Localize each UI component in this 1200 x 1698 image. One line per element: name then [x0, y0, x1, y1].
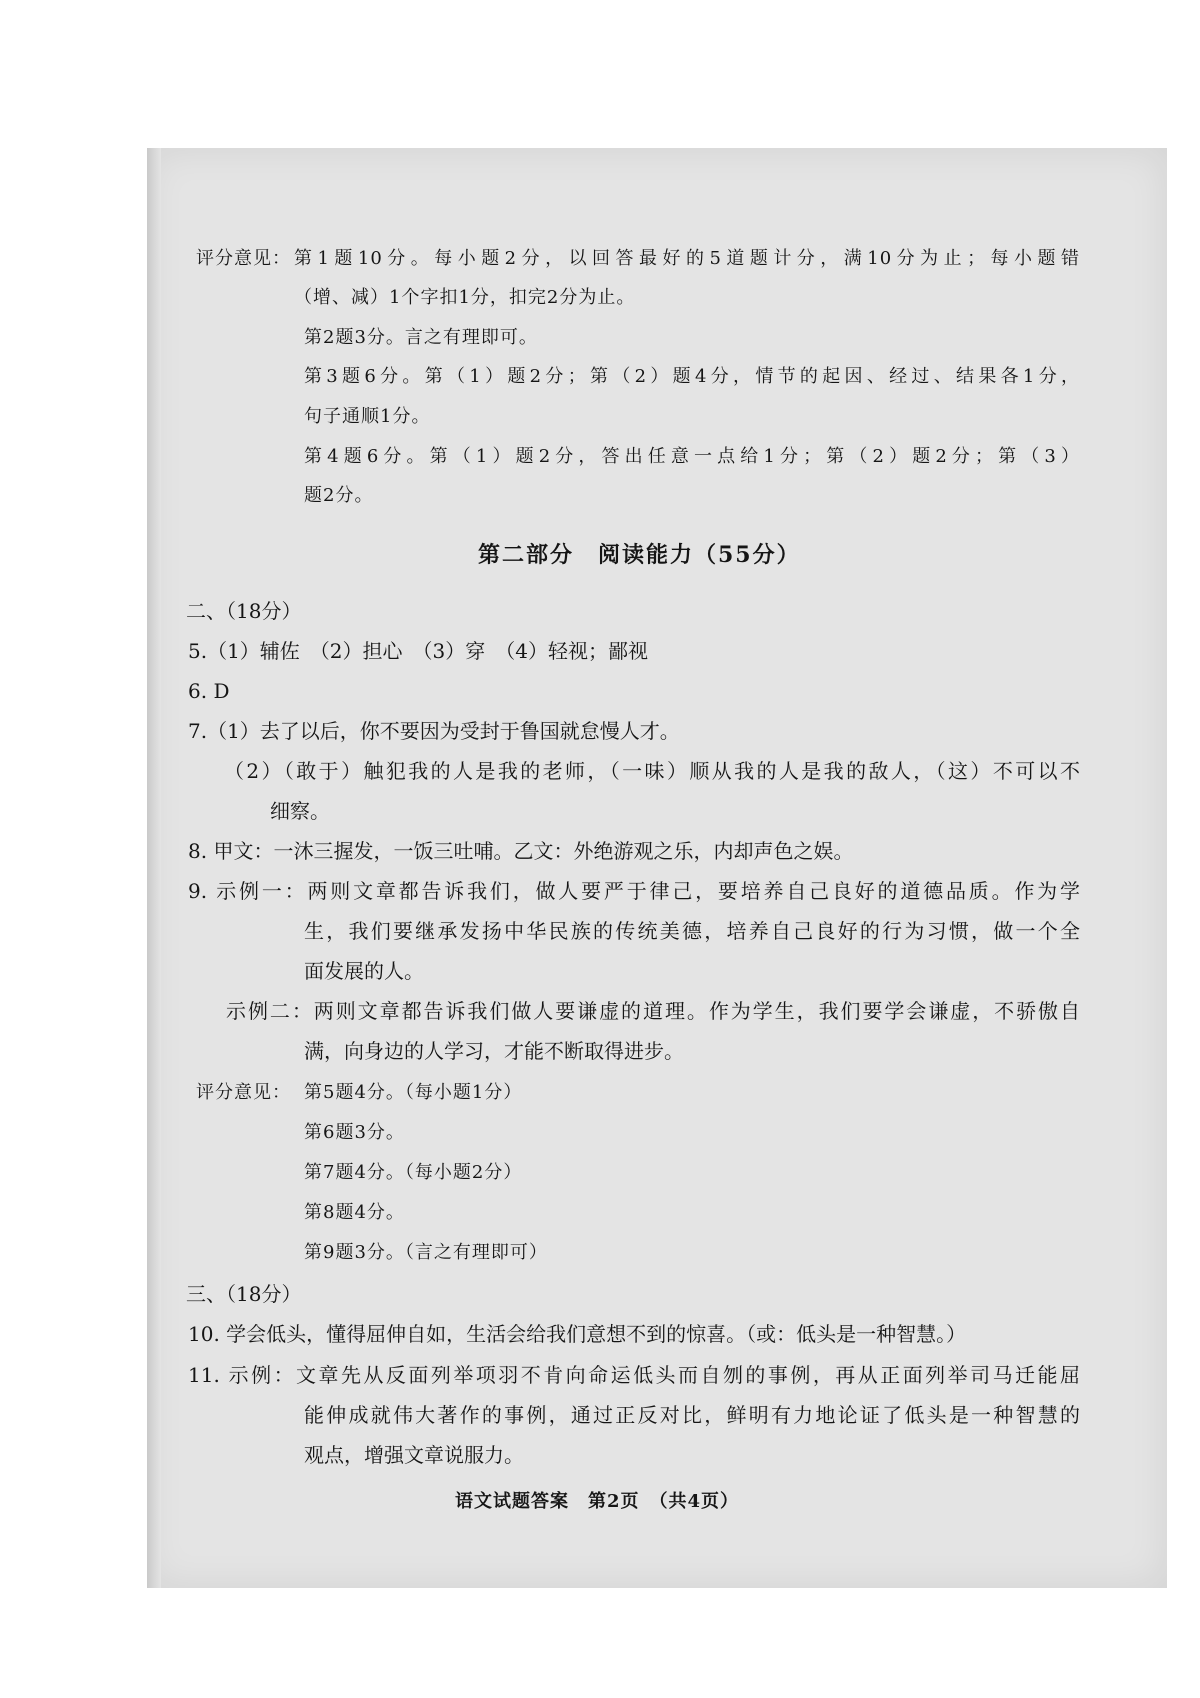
answer-11-line3: 观点，增强文章说服力。 [304, 1443, 524, 1467]
grading-q1-line2: （增、减）1个字扣1分，扣完2分为止。 [294, 287, 636, 308]
answer-7-1: 7.（1）去了以后，你不要因为受封于鲁国就怠慢人才。 [188, 719, 680, 743]
section3-header: 三、（18分） [186, 1282, 302, 1306]
answer-9-ex1-line2: 生，我们要继承发扬中华民族的传统美德，培养自己良好的行为习惯，做一个全 [304, 919, 1080, 943]
answer-6: 6. D [188, 679, 230, 703]
answer-5: 5.（1）辅佐 （2）担心 （3）穿 （4）轻视；鄙视 [188, 639, 648, 663]
page-footer: 语文试题答案 第2页 （共4页） [455, 1491, 740, 1512]
grading-q2: 第2题3分。言之有理即可。 [304, 327, 538, 348]
part2-heading: 第二部分 阅读能力（55分） [478, 542, 801, 568]
grading-q4-line1: 第4题6分。第（1）题2分，答出任意一点给1分；第（2）题2分；第（3） [304, 446, 1080, 467]
grading-q7: 第7题4分。（每小题2分） [304, 1162, 523, 1183]
scan-edge-shadow [147, 148, 161, 1588]
grading-q6: 第6题3分。 [304, 1122, 405, 1143]
grading-label-2: 评分意见： [196, 1082, 291, 1103]
answer-7-2-line2: 细察。 [270, 799, 330, 823]
grading-q3-line2: 句子通顺1分。 [304, 406, 431, 427]
answer-7-2-line1: （2）（敢于）触犯我的人是我的老师，（一味）顺从我的人是我的敌人，（这）不可以不 [224, 759, 1080, 783]
answer-9-ex2-line1: 示例二：两则文章都告诉我们做人要谦虚的道理。作为学生，我们要学会谦虚，不骄傲自 [226, 999, 1080, 1023]
answer-11-line1: 11. 示例：文章先从反面列举项羽不肯向命运低头而自刎的事例，再从正面列举司马迁能屈 [188, 1363, 1080, 1387]
grading-q5: 第5题4分。（每小题1分） [304, 1082, 523, 1103]
section2-header: 二、（18分） [186, 599, 302, 623]
grading-label-1: 评分意见： [196, 248, 291, 269]
grading-q4-line2: 题2分。 [304, 485, 374, 506]
answer-9-ex2-line2: 满，向身边的人学习，才能不断取得进步。 [304, 1039, 684, 1063]
grading-q9: 第9题3分。（言之有理即可） [304, 1242, 548, 1263]
answer-9-ex1-line3: 面发展的人。 [304, 959, 424, 983]
grading-q8: 第8题4分。 [304, 1202, 405, 1223]
grading-q1-line1: 第1题10分。每小题2分，以回答最好的5道题计分，满10分为止；每小题错 [294, 248, 1080, 269]
grading-q3-line1: 第3题6分。第（1）题2分；第（2）题4分，情节的起因、经过、结果各1分， [304, 366, 1080, 387]
answer-11-line2: 能伸成就伟大著作的事例，通过正反对比，鲜明有力地论证了低头是一种智慧的 [304, 1403, 1080, 1427]
answer-9-ex1-line1: 9. 示例一：两则文章都告诉我们，做人要严于律己，要培养自己良好的道德品质。作为学 [188, 879, 1080, 903]
answer-10: 10. 学会低头，懂得屈伸自如，生活会给我们意想不到的惊喜。（或：低头是一种智慧。） [188, 1322, 967, 1346]
answer-8: 8. 甲文：一沐三握发，一饭三吐哺。乙文：外绝游观之乐，内却声色之娱。 [188, 839, 854, 863]
